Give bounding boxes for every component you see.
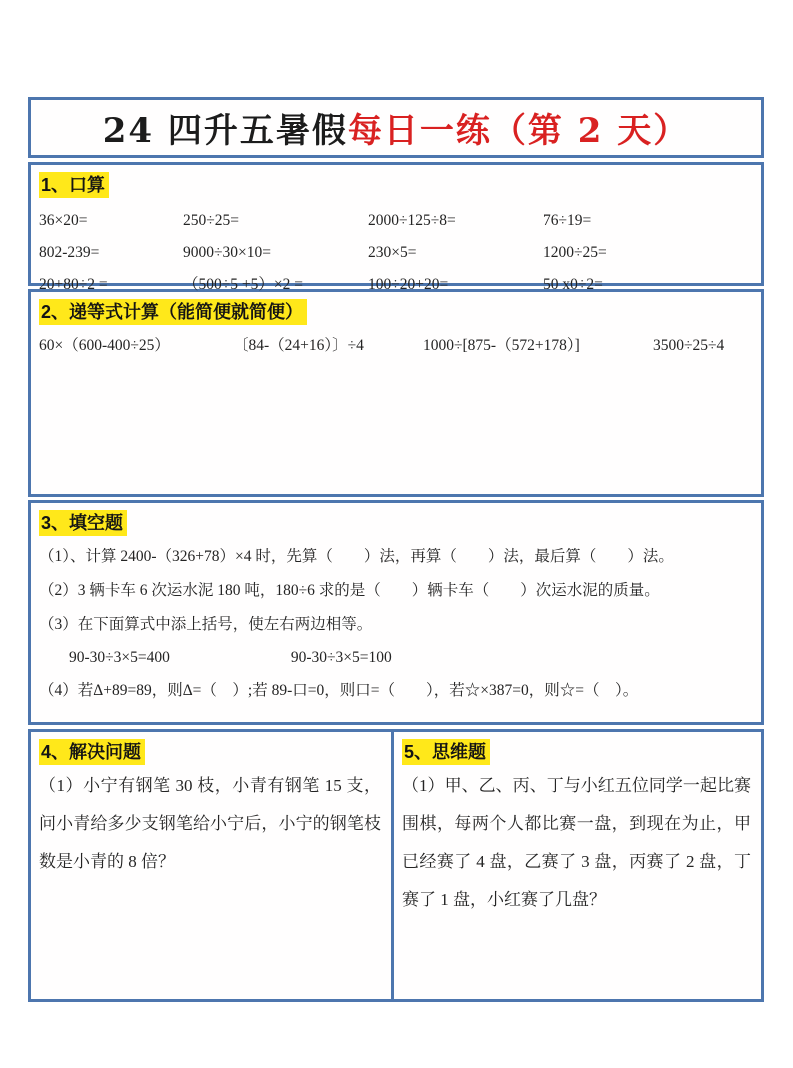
oral-problem: 100÷20+20= [368,276,449,293]
title-box [28,97,764,158]
thinking-problem-text: （1）甲、乙、丙、丁与小红五位同学一起比赛围棋，每两个人都比赛一盘，到现在为止，甲已经赛了 4 盘，乙赛了 3 盘，丙赛了 2 盘，丁赛了 1 盘，小红赛了几盘？ [402,776,751,909]
fill-item-1: （1）、计算 2400-（326+78）×4 时，先算（ ）法，再算（ ）法，最后算（ ）法。 [39,548,674,565]
oral-problem: （500÷5 +5）×2 = [183,276,303,293]
bottom-sections-row [28,729,764,1002]
stepwise-problem: 60×（600-400÷25） [39,337,170,354]
section-stepwise-heading: 2、递等式计算（能简便就简便） [39,299,307,325]
section-stepwise-box [28,289,764,497]
fill-item-3: （3）在下面算式中添上括号，使左右两边相等。 [39,616,373,633]
oral-problem: 76÷19= [543,212,592,229]
stepwise-problems-grid [31,325,761,361]
section-thinking-box [394,729,764,1002]
page-title-prefix: 24 四升五暑假 [102,111,348,151]
stepwise-problem: 1000÷[875-（572+178）] [423,337,580,354]
fill-item-2: （2）3 辆卡车 6 次运水泥 180 吨，180÷6 求的是（ ）辆卡车（ ）次运水泥的质量。 [39,582,660,599]
oral-problem: 802-239= [39,244,100,261]
oral-problem: 20+80÷2 = [39,276,108,293]
section-fill-box [28,500,764,725]
fill-equation-right: 90-30÷3×5=100 [290,649,392,666]
stepwise-problem: 3500÷25÷4 [653,337,725,354]
section-oral-box [28,162,764,293]
section-fill-heading: 3、填空题 [39,510,127,536]
oral-problem: 50 x0÷2= [543,276,603,293]
worksheet [28,97,764,1002]
fill-item-4: （4）若Δ+89=89，则Δ=（ ）;若 89-口=0，则口=（ ），若☆×387=0，则☆=（ ）。 [39,682,639,699]
solve-problem-text: （1）小宁有钢笔 30 枝，小青有钢笔 15 支，问小青给多少支钢笔给小宁后，小宁的钢笔枝数是小青的 8 倍？ [39,776,381,871]
fill-equation-left: 90-30÷3×5=400 [69,649,170,666]
section-oral-heading: 1、口算 [39,172,109,198]
oral-problem: 9000÷30×10= [183,244,271,261]
fill-items [31,536,761,708]
oral-problems-grid [31,198,761,301]
oral-problem: 2000÷125÷8= [368,212,456,229]
section-solve-heading: 4、解决问题 [39,739,145,765]
page-title-highlight: 每日一练（第 2 天） [347,111,690,151]
oral-problem: 36×20= [39,212,88,229]
section-solve-box [28,729,394,1002]
page-title [103,103,690,152]
oral-problem: 1200÷25= [543,244,607,261]
fill-equations [39,642,755,674]
section-thinking-heading: 5、思维题 [402,739,490,765]
oral-problem: 250÷25= [183,212,239,229]
oral-problem: 230×5= [368,244,417,261]
stepwise-problem: 〔84-（24+16）〕÷4 [233,337,364,354]
